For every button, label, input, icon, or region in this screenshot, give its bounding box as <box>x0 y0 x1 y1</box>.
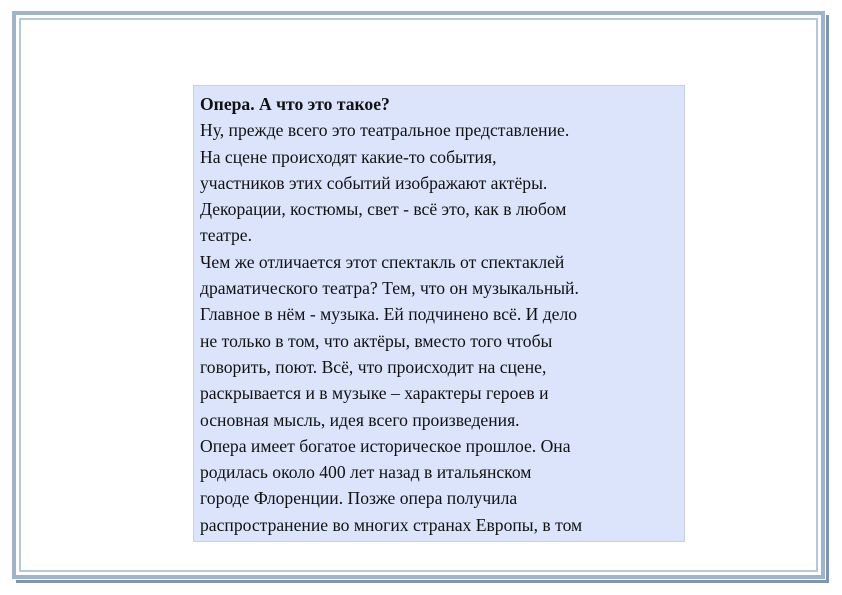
text-line: говорить, поют. Всё, что происходит на сцене, <box>200 356 547 377</box>
text-line: На сцене происходят какие-то события, <box>200 146 497 167</box>
text-line: Чем же отличается этот спектакль от спектаклей <box>200 251 565 272</box>
text-line: Опера имеет богатое историческое прошлое. Она <box>200 435 571 456</box>
text-line: Ну, прежде всего это театральное представление. <box>200 120 570 141</box>
text-line: участников этих событий изображают актёры. <box>200 172 548 193</box>
text-line: не только в том, что актёры, вместо того чтобы <box>200 330 553 351</box>
text-line: драматического театра? Тем, что он музыкальный. <box>200 278 579 299</box>
text-line: раскрывается и в музыке – характеры героев и <box>200 383 549 404</box>
document-title: Опера. А что это такое? <box>200 94 390 114</box>
text-line: театре. <box>200 225 252 246</box>
text-line: Главное в нём - музыка. Ей подчинено всё. И дело <box>200 304 578 325</box>
text-line: родилась около 400 лет назад в итальянском <box>200 462 532 483</box>
text-line: Декорации, костюмы, свет - всё это, как в любом <box>200 199 567 220</box>
text-line: городе Флоренции. Позже опера получила <box>200 488 518 509</box>
text-box <box>193 85 685 542</box>
text-line: распространение во многих странах Европы, в том <box>200 514 583 535</box>
text-line: основная мысль, идея всего произведения. <box>200 409 520 430</box>
